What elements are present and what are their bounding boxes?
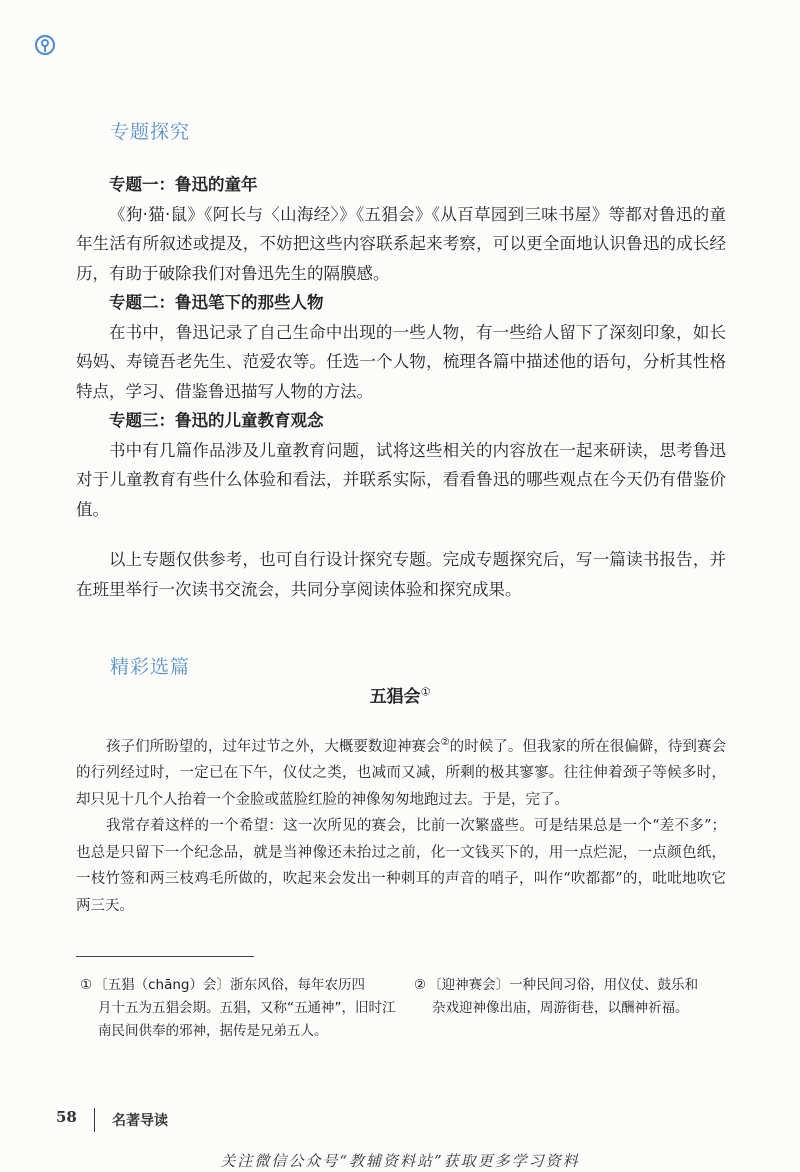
essay-body (76, 730, 726, 919)
closing-paragraph: 以上专题仅供参考，也可自行设计探究专题。完成专题探究后，写一篇读书报告，并在班里举行一次读书交流会，共同分享阅读体验和探究成果。 (76, 550, 726, 599)
topic-1-body: 《狗·猫·鼠》《阿长与〈山海经〉》《五猖会》《从百草园到三味书屋》等都对鲁迅的童年生活有所叙述或提及，不妨把这些内容联系起来考察，可以更全面地认识鲁迅的成长经历，有助于破除我们对鲁迅先生的隔膜感。 (76, 204, 726, 283)
essay-title-text: 五猖会 (369, 687, 421, 707)
topic-study-block (76, 170, 726, 524)
essay-title-footnote-mark: ① (420, 685, 431, 699)
essay-paragraph-1 (76, 730, 726, 813)
essay-paragraph-2: 我常存着这样的一个希望：这一次所见的赛会，比前一次繁盛些。可是结果总是一个“差不多”；也总是只留下一个纪念品，就是当神像还未抬过之前，化一文钱买下的，用一点烂泥，一点颜色纸，一枝竹签和两三枝鸡毛所做的，吹起来会发出一种刺耳的声音的哨子，叫作“吹都都”的，吡吡地吹它两三天。 (76, 818, 726, 914)
closing-block (76, 545, 726, 604)
watermark-text: 关注微信公众号“教辅资料站”获取更多学习资料 (220, 1152, 580, 1170)
page-number: 58 (56, 1108, 77, 1126)
footnote-1-rest: 月十五为五猖会期。五猖，又称“五通神”，旧时江南民间供奉的邪神，据传是兄弟五人。 (98, 1000, 396, 1039)
essay-footnote-mark-2: ② (440, 737, 450, 748)
footer-separator (94, 1108, 95, 1132)
footnote-2-rest: 杂戏迎神像出庙，周游街巷，以酬神祈福。 (432, 1000, 689, 1016)
section-title-topic-study: 专题探究 (110, 121, 191, 143)
essay-paragraph-1-part-a: 孩子们所盼望的，过年过节之外，大概要数迎神赛会 (106, 738, 441, 755)
topic-2-heading: 专题二：鲁迅笔下的那些人物 (109, 293, 324, 312)
footnote-2-first-line: 〔迎神赛会〕一种民间习俗，用仪仗、鼓乐和 (428, 977, 699, 993)
essay-title (0, 682, 800, 707)
footnote-1 (80, 974, 398, 1043)
topic-3-heading: 专题三：鲁迅的儿童教育观念 (109, 411, 324, 430)
topic-1-heading: 专题一：鲁迅的童年 (109, 175, 258, 194)
publisher-logo-icon (34, 34, 56, 56)
footnote-1-mark: ① (80, 977, 93, 993)
footnote-2 (414, 974, 734, 1020)
footnote-1-first-line: 〔五猖（chāng）会〕浙东风俗，每年农历四 (94, 977, 365, 993)
topic-3-body: 书中有几篇作品涉及儿童教育问题，试将这些相关的内容放在一起来研读，思考鲁迅对于儿童教育有些什么体验和看法，并联系实际，看看鲁迅的哪些观点在今天仍有借鉴价值。 (76, 440, 726, 519)
footnote-2-mark: ② (414, 977, 427, 993)
book-name: 名著导读 (112, 1113, 168, 1129)
section-title-selected-reading: 精彩选篇 (110, 656, 191, 678)
topic-2-body: 在书中，鲁迅记录了自己生命中出现的一些人物，有一些给人留下了深刻印象，如长妈妈、寿镜吾老先生、范爱农等。任选一个人物，梳理各篇中描述他的语句，分析其性格特点，学习、借鉴鲁迅描写人物的方法。 (76, 322, 726, 401)
essay-paragraph-1-part-b: 的时候了。但我家的所在很偏僻，待到赛会的行列经过时，一定已在下午，仪仗之类，也减而又减，所剩的极其寥寥。往往伸着颈子等候多时，却只见十几个人抬着一个金脸或蓝脸红脸的神像匆匆地跑过去。于是，完了。 (76, 738, 727, 808)
footnote-divider (76, 956, 254, 957)
